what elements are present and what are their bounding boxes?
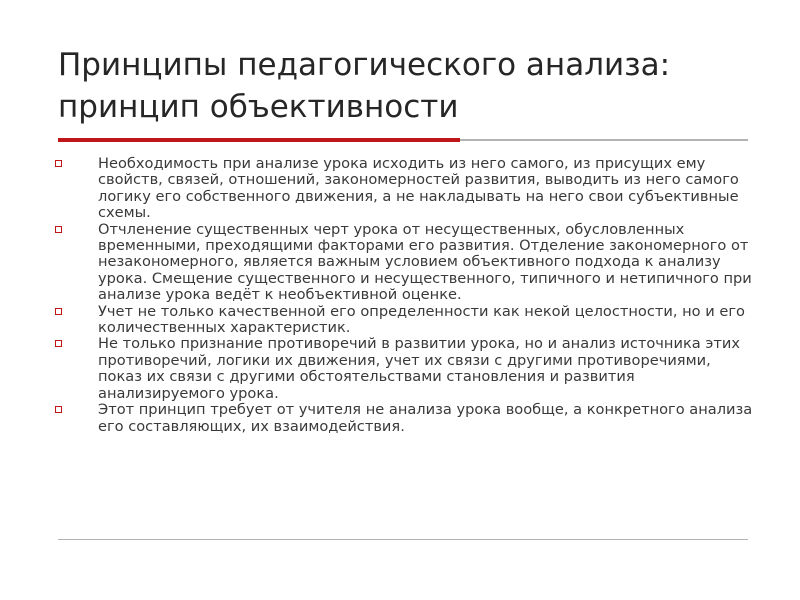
bullet-item	[54, 156, 754, 222]
bullet-text: Этот принцип требует от учителя не анализа урока вообще, а конкретного анализа его составляющих, их взаимодействия.	[98, 401, 753, 435]
bullet-text: Необходимость при анализе урока исходить из него самого, из присущих ему свойств, связей, отношений, закономерностей развития, выводить из него самого логику его собственного движения, а не накладывать на него свои субъективные схемы.	[98, 155, 739, 222]
bullet-item	[54, 222, 754, 304]
title-divider	[58, 138, 748, 142]
bullet-item	[54, 304, 754, 337]
footer-divider	[58, 539, 748, 540]
bullet-list	[54, 156, 754, 435]
slide-title: Принципы педагогического анализа: принцип объективности	[58, 47, 671, 125]
hollow-square-icon	[55, 226, 62, 233]
bullet-item	[54, 336, 754, 402]
bullet-text: Отчленение существенных черт урока от несущественных, обусловленных временными, преходящими факторами его развития. Отделение закономерного от незакономерного, является важным условием объективного подхода к анализу урока. Смещение существенного и несущественного, типичного и нетипичного при анализе урока ведёт к необъективной оценке.	[98, 220, 752, 304]
hollow-square-icon	[55, 406, 62, 413]
hollow-square-icon	[55, 340, 62, 347]
bullet-item	[54, 402, 754, 435]
hollow-square-icon	[55, 160, 62, 167]
hollow-square-icon	[55, 308, 62, 315]
title-divider-line	[460, 139, 748, 141]
bullet-text: Учет не только качественной его определенности как некой целостности, но и его количественных характеристик.	[98, 302, 745, 337]
title-divider-accent	[58, 138, 460, 142]
bullet-text: Не только признание противоречий в развитии урока, но и анализ источника этих противоречий, логики их движения, учет их связи с другими противоречиями, показ их связи с другими обстоятельствами становления и развития анализируемого урока.	[98, 335, 740, 402]
